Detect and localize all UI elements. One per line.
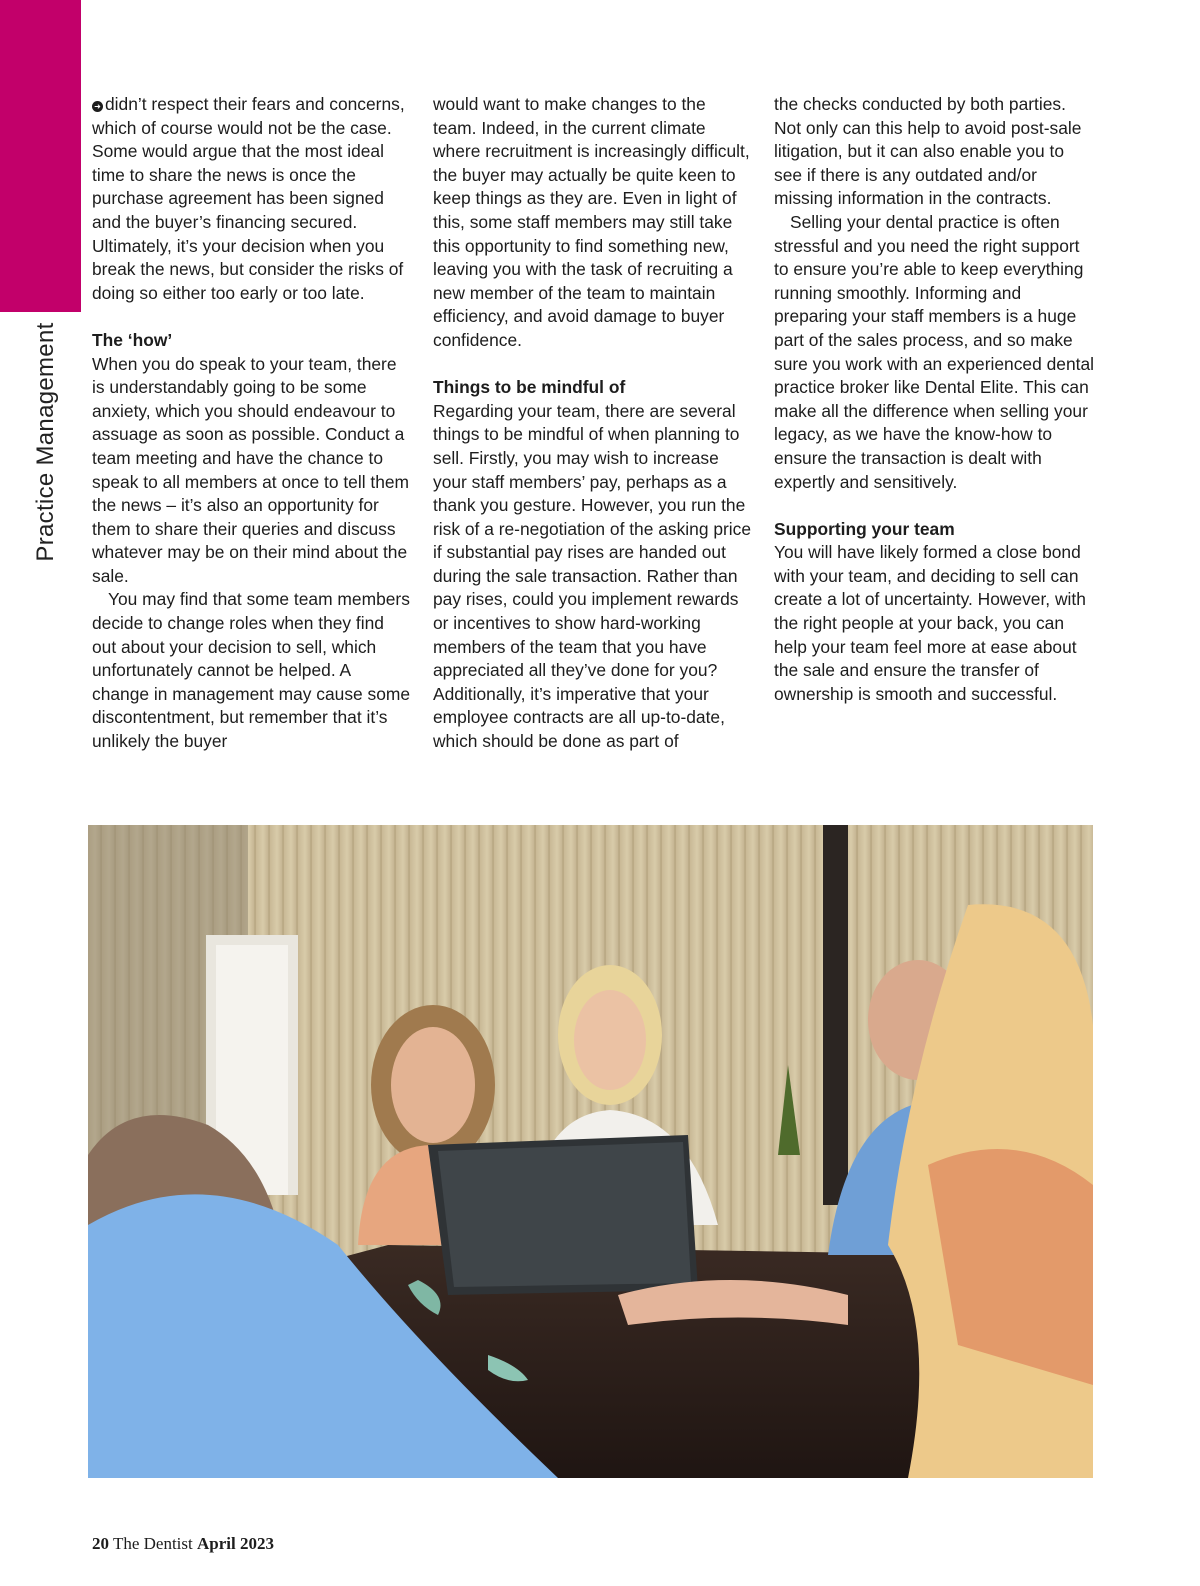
issue-date: April 2023: [197, 1534, 274, 1553]
page-number: 20: [92, 1534, 109, 1553]
paragraph: Selling your dental practice is often stressful and you need the right support to ensure you’re able to keep everything running smoothly. Informing and preparing your staff members is a huge part of the sales process, and so make sure you work with an experienced dental practice broker like Dental Elite. This can make all the difference when selling your legacy, as we have the know-how to ensure the transaction is dealt with expertly and sensitively.: [774, 211, 1094, 492]
subheading-how: The ‘how’: [92, 329, 173, 350]
paragraph-text: didn’t respect their fears and concerns, which of course would not be the case. Some would argue that the most ideal time to share the news is once the purchase agreement has been signed and the buyer’s financing secured. Ultimately, it’s your decision when you break the news, but consider the risks of doing so either too early or too late.: [92, 94, 405, 303]
paragraph: You may find that some team members decide to change roles when they find out about your decision to sell, which unfortunately cannot be helped. A change in management may cause some discontentment, but remember that it’s unlikely the buyer: [92, 589, 411, 752]
publication-name: The Dentist: [112, 1534, 193, 1553]
page-footer: [92, 1534, 274, 1554]
article-column-3: [774, 93, 1094, 706]
paragraph: Regarding your team, there are several things to be mindful of when planning to sell. Firstly, you may wish to increase your staff members’ pay, perhaps as a thank you gesture. However, you run the risk of a re-negotiation of the asking price if substantial pay rises are handed out during the sale transaction. Rather than pay rises, could you implement rewards or incentives to show hard-working members of the team that you have appreciated all they’ve done for you? Additionally, it’s imperative that your employee contracts are all up-to-date, which should be done as part of: [433, 400, 752, 752]
article-column-1: [92, 93, 412, 754]
paragraph: [92, 93, 412, 305]
section-label: Practice Management: [32, 322, 59, 562]
continued-arrow-icon: ➜: [92, 101, 103, 112]
paragraph: would want to make changes to the team. Indeed, in the current climate where recruitment is increasingly difficult, the buyer may actually be quite keen to keep things as they are. Even in light of this, some staff members may still take this opportunity to find something new, leaving you with the task of recruiting a new member of the team to maintain efficiency, and avoid damage to buyer confidence.: [433, 94, 750, 350]
article-column-2: [433, 93, 753, 754]
paragraph: the checks conducted by both parties. Not only can this help to avoid post-sale litigation, but it can also enable you to see if there is any outdated and/or missing information in the contracts.: [774, 94, 1082, 209]
paragraph: You will have likely formed a close bond with your team, and deciding to sell can create a lot of uncertainty. However, with the right people at your back, you can help your team feel more at ease about the sale and ensure the transfer of ownership is smooth and successful.: [774, 542, 1086, 704]
team-meeting-photo: [88, 825, 1093, 1478]
photo-illustration: [88, 825, 1093, 1478]
section-accent-bar: [0, 0, 81, 312]
subheading-mindful: Things to be mindful of: [433, 377, 626, 398]
subheading-support: Supporting your team: [774, 518, 955, 539]
paragraph: When you do speak to your team, there is understandably going to be some anxiety, which you should endeavour to assuage as soon as possible. Conduct a team meeting and have the chance to speak to all members at once to tell them the news – it’s also an opportunity for them to share their queries and discuss whatever may be on their mind about the sale.: [92, 353, 410, 586]
